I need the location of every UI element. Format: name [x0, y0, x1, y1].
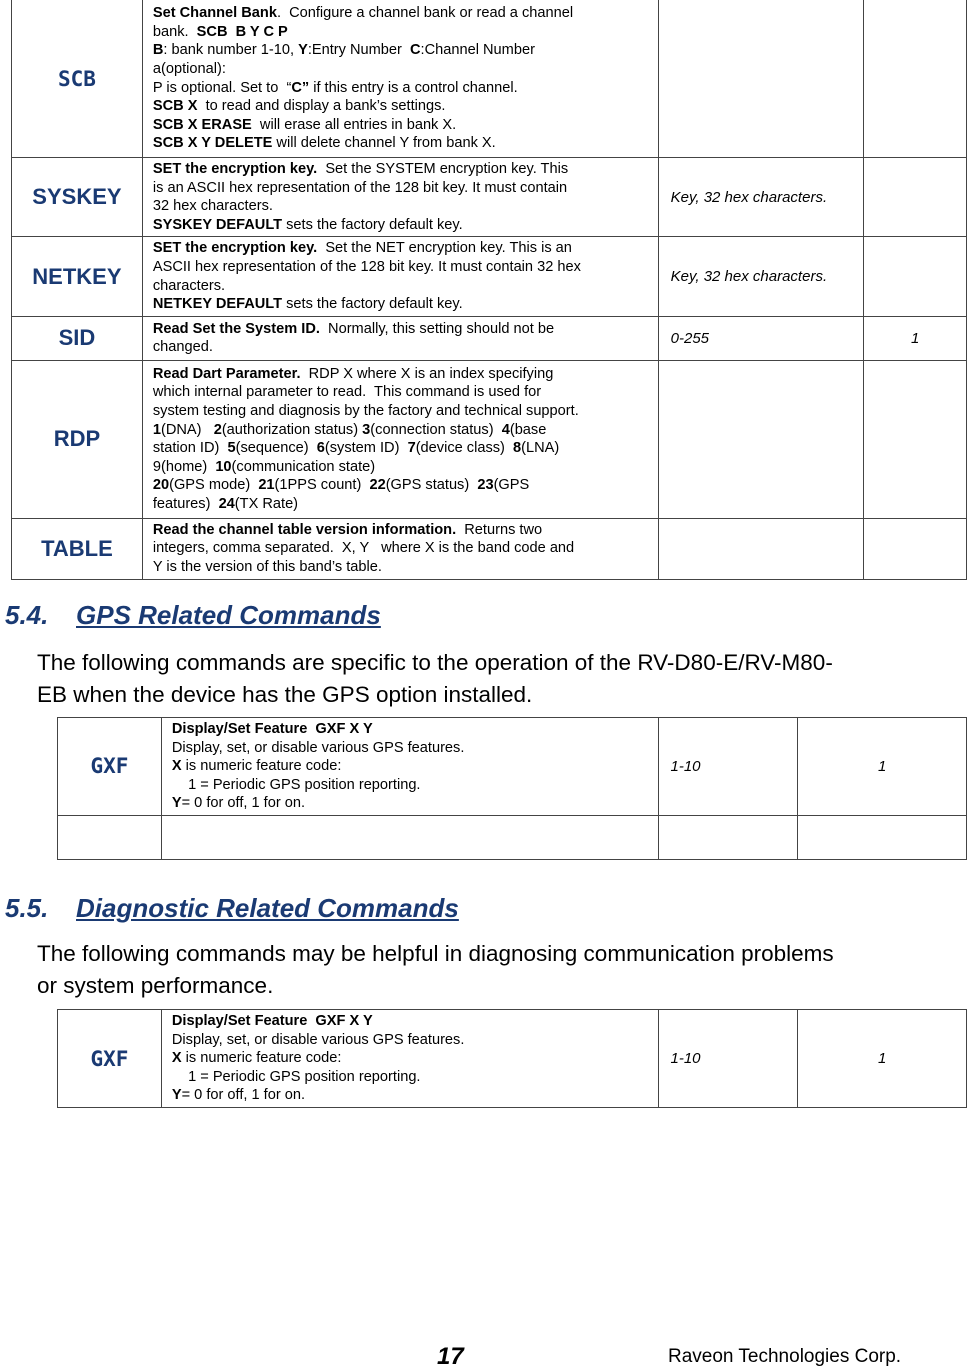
text-run: 1 = Periodic GPS position reporting.	[171, 1068, 421, 1085]
text-run: sets the factory default key.	[282, 216, 463, 233]
bold-text: SYSKEY DEFAULT	[152, 216, 283, 233]
description-line	[172, 794, 648, 813]
value-range: Key, 32 hex characters.	[658, 237, 864, 316]
bold-text: X	[171, 1050, 182, 1067]
text-run: (authorization status)	[221, 421, 363, 438]
description-line	[153, 521, 648, 540]
bold-text: SCB X	[152, 98, 198, 115]
description-line	[172, 1068, 648, 1087]
description-line	[153, 239, 648, 258]
description-line	[172, 720, 648, 739]
text-run: (base	[509, 421, 547, 438]
command-description	[142, 360, 658, 518]
text-run: :Channel Number	[420, 42, 535, 59]
bold-text: 1	[152, 421, 161, 438]
text-run: (system ID)	[324, 440, 408, 457]
table-row	[58, 718, 967, 816]
text-run: is numeric feature code:	[181, 758, 342, 775]
text-run: is an ASCII hex representation of the 128 bit key. It must contain	[152, 179, 568, 196]
bold-text: X	[171, 758, 182, 775]
text-run: = 0 for off, 1 for on.	[181, 795, 306, 812]
default-value	[864, 360, 967, 518]
command-name: RDP	[12, 360, 143, 518]
bold-text: 8	[513, 440, 522, 457]
intro-line: The following commands are specific to the operation of the RV-D80-E/RV-M80-	[37, 650, 833, 675]
text-run: a(optional):	[152, 60, 226, 77]
description-line	[153, 439, 648, 458]
command-description	[142, 518, 658, 579]
bold-text: Read Set the System ID.	[152, 320, 320, 337]
text-run: . Configure a channel bank or read a channel	[276, 5, 574, 22]
text-run: P is optional. Set to “	[152, 79, 292, 96]
command-name: TABLE	[12, 518, 143, 579]
text-run: which internal parameter to read. This command is used for	[152, 384, 542, 401]
text-run: 9(home)	[152, 458, 216, 475]
description-line	[153, 216, 648, 235]
description-line	[153, 295, 648, 314]
description-line	[153, 558, 648, 577]
text-run: is numeric feature code:	[181, 1050, 342, 1067]
command-description	[161, 718, 658, 816]
command-name: GXF	[58, 718, 162, 816]
table-row	[12, 0, 967, 158]
text-run: 1 = Periodic GPS position reporting.	[171, 776, 421, 793]
command-name: SCB	[12, 0, 143, 158]
description-line	[153, 402, 648, 421]
text-run: (TX Rate)	[234, 496, 299, 513]
description-line	[153, 421, 648, 440]
description-line	[153, 476, 648, 495]
bold-text: NETKEY DEFAULT	[152, 296, 283, 313]
value-range: 0-255	[658, 316, 864, 360]
description-line	[153, 79, 648, 98]
bold-text: SCB X ERASE	[152, 116, 252, 133]
text-run: (sequence)	[235, 440, 317, 457]
text-run: = 0 for off, 1 for on.	[181, 1087, 306, 1104]
table-row-empty	[58, 815, 967, 859]
text-run: (LNA)	[521, 440, 560, 457]
section-intro-diagnostic	[37, 938, 937, 1002]
bold-text: 2	[213, 421, 222, 438]
page-number: 17	[437, 1343, 464, 1370]
description-line	[153, 134, 648, 153]
text-run: :Entry Number	[307, 42, 410, 59]
text-run: (device class)	[415, 440, 514, 457]
bold-text: C	[410, 42, 421, 59]
text-run: RDP X where X is an index specifying	[300, 365, 554, 382]
table-row	[12, 158, 967, 237]
command-name: SID	[12, 316, 143, 360]
section-intro-gps	[37, 647, 937, 711]
default-value: 1	[798, 1010, 967, 1108]
description-line	[153, 258, 648, 277]
value-range: 1-10	[658, 718, 798, 816]
text-run: (1PPS count)	[274, 477, 370, 494]
bold-text: Display/Set Feature GXF X Y	[171, 721, 373, 737]
bold-text: 20	[152, 477, 170, 494]
text-run: (communication state)	[231, 458, 376, 475]
text-run: integers, comma separated. X, Y where X is the band code and	[152, 540, 575, 557]
section-heading-diagnostic	[5, 893, 459, 924]
text-run: (GPS mode)	[169, 477, 259, 494]
default-value	[864, 0, 967, 158]
section-number: 5.4.	[5, 600, 49, 630]
table-row	[12, 316, 967, 360]
default-value	[864, 158, 967, 237]
text-run: Display, set, or disable various GPS features.	[171, 1031, 465, 1048]
description-line	[153, 179, 648, 198]
description-line	[172, 1031, 648, 1050]
text-run: Display, set, or disable various GPS features.	[171, 739, 465, 756]
bold-text: Read Dart Parameter.	[152, 365, 301, 382]
description-line	[153, 41, 648, 60]
section-number: 5.5.	[5, 893, 49, 923]
command-name: GXF	[58, 1010, 162, 1108]
text-run: if this entry is a control channel.	[309, 79, 518, 96]
text-run: characters.	[152, 277, 226, 294]
description-line	[153, 116, 648, 135]
company-name: Raveon Technologies Corp.	[668, 1346, 902, 1367]
bold-text: Y	[298, 42, 308, 59]
bold-text: 21	[258, 477, 275, 494]
description-line	[153, 277, 648, 296]
section-heading-gps	[5, 600, 381, 631]
table-row	[12, 518, 967, 579]
empty-cell	[161, 815, 658, 859]
bold-text: B	[152, 42, 164, 59]
bold-text: SCB X Y DELETE	[152, 135, 273, 152]
description-line	[172, 1049, 648, 1068]
bold-text: 23	[477, 477, 494, 494]
value-range	[658, 360, 864, 518]
bold-text: 4	[501, 421, 510, 438]
text-run: system testing and diagnosis by the factory and technical support.	[152, 403, 579, 420]
empty-cell	[798, 815, 967, 859]
text-run: ASCII hex representation of the 128 bit key. It must contain 32 hex	[152, 258, 581, 275]
command-table-gps	[57, 717, 967, 860]
text-run: sets the factory default key.	[282, 296, 463, 313]
default-value	[864, 518, 967, 579]
description-line	[153, 365, 648, 384]
description-line	[172, 1012, 648, 1031]
bold-text: 24	[218, 496, 235, 513]
command-description	[142, 0, 658, 158]
description-line	[153, 458, 648, 477]
text-run: : bank number 1-10,	[163, 42, 299, 59]
description-line	[153, 23, 648, 42]
text-run: will erase all entries in bank X.	[251, 116, 457, 133]
bold-text: Y	[171, 1087, 182, 1104]
description-line	[172, 757, 648, 776]
bold-text: 3	[362, 421, 371, 438]
empty-cell	[658, 815, 798, 859]
command-description	[161, 1010, 658, 1108]
text-run: (GPS	[493, 477, 530, 494]
text-run: 32 hex characters.	[152, 198, 273, 215]
text-run: (connection status)	[370, 421, 502, 438]
description-line	[153, 383, 648, 402]
text-run: (GPS status)	[385, 477, 478, 494]
bold-text: 22	[369, 477, 386, 494]
bold-text: Display/Set Feature GXF X Y	[171, 1013, 373, 1030]
description-line	[153, 4, 648, 23]
command-table-diagnostic	[57, 1009, 967, 1108]
bold-text: SET the encryption key.	[152, 161, 318, 177]
text-run: changed.	[152, 339, 213, 356]
text-run: station ID)	[152, 440, 228, 457]
command-table-main	[11, 0, 967, 580]
text-run: Y is the version of this band’s table.	[152, 558, 382, 575]
default-value	[864, 237, 967, 316]
bold-text: SET the encryption key.	[152, 240, 318, 257]
bold-text: Read the channel table version information.	[152, 521, 457, 538]
section-title: Diagnostic Related Commands	[76, 893, 459, 923]
default-value: 1	[798, 718, 967, 816]
empty-cell	[58, 815, 162, 859]
text-run: Normally, this setting should not be	[319, 320, 555, 337]
text-run: bank.	[152, 23, 197, 40]
description-line	[153, 160, 648, 179]
bold-text: Set Channel Bank	[152, 5, 277, 22]
text-run: features)	[152, 496, 219, 513]
value-range	[658, 518, 864, 579]
intro-line: or system performance.	[37, 973, 274, 998]
description-line	[172, 1086, 648, 1105]
command-name: NETKEY	[12, 237, 143, 316]
description-line	[153, 539, 648, 558]
text-run: Set the NET encryption key. This is an	[317, 240, 572, 257]
bold-text: 10	[215, 458, 232, 475]
command-description	[142, 158, 658, 237]
table-row	[58, 1010, 967, 1108]
bold-text: 6	[316, 440, 325, 457]
bold-text: C”	[291, 79, 310, 96]
description-line	[172, 776, 648, 795]
value-range: Key, 32 hex characters.	[658, 158, 864, 237]
command-description	[142, 237, 658, 316]
description-line	[172, 739, 648, 758]
command-description	[142, 316, 658, 360]
bold-text: Y	[171, 795, 182, 812]
command-name: SYSKEY	[12, 158, 143, 237]
table-row	[12, 237, 967, 316]
description-line	[153, 60, 648, 79]
description-line	[153, 338, 648, 357]
table-row	[12, 360, 967, 518]
intro-line: EB when the device has the GPS option installed.	[37, 682, 533, 707]
value-range: 1-10	[658, 1010, 798, 1108]
description-line	[153, 495, 648, 514]
description-line	[153, 97, 648, 116]
bold-text: 7	[407, 440, 416, 457]
bold-text: 5	[227, 440, 236, 457]
description-line	[153, 197, 648, 216]
description-line	[153, 320, 648, 339]
default-value: 1	[864, 316, 967, 360]
section-title: GPS Related Commands	[76, 600, 381, 630]
value-range	[658, 0, 864, 158]
text-run: to read and display a bank’s settings.	[197, 98, 446, 115]
text-run: Returns two	[456, 521, 543, 538]
text-run: (DNA)	[160, 421, 214, 438]
text-run: will delete channel Y from bank X.	[272, 135, 496, 152]
intro-line: The following commands may be helpful in diagnosing communication problems	[37, 941, 834, 966]
bold-text: SCB B Y C P	[196, 23, 288, 40]
text-run: Set the SYSTEM encryption key. This	[317, 161, 569, 177]
